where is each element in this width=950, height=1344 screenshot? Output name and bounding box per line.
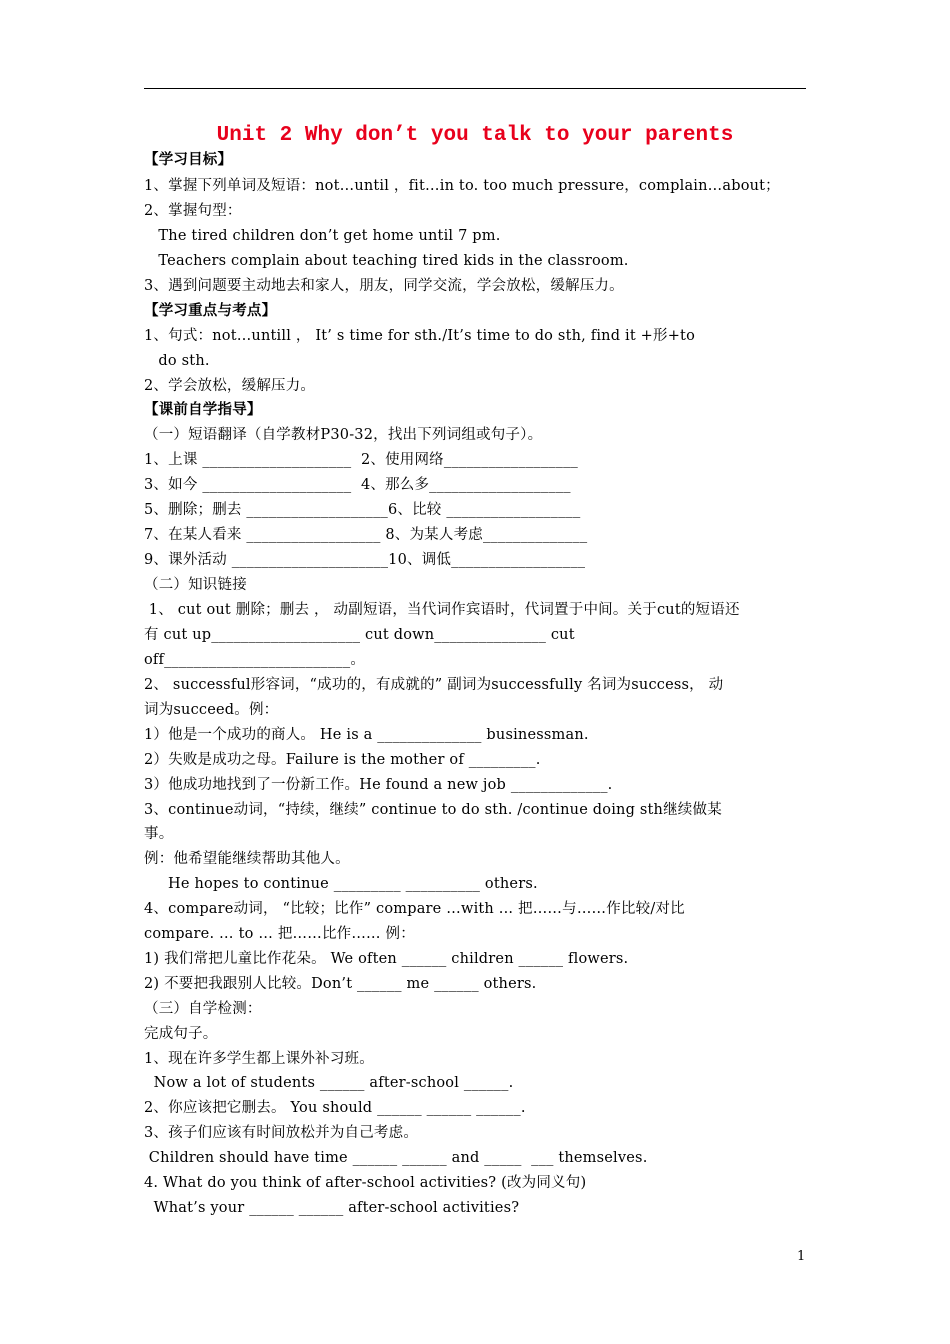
section-heading-selfstudy: 【课前自学指导】 xyxy=(144,401,262,418)
text-line: 2) 不要把我跟别人比较。Don’t ______ me ______ others. xyxy=(144,976,537,992)
text-line: （三）自学检测： xyxy=(144,1001,262,1017)
text-line: 1、 cut out 删除；删去 ， 动副短语，当代词作宾语时，代词置于中间。关于cut的短语还 xyxy=(144,602,740,618)
text-line: 词为succeed。例： xyxy=(144,702,279,718)
text-line: 2、学会放松，缓解压力。 xyxy=(144,378,316,394)
text-line: off_________________________。 xyxy=(144,652,366,668)
text-line: 事。 xyxy=(144,826,174,842)
section-heading-goals: 【学习目标】 xyxy=(144,151,233,168)
text-line: Now a lot of students ______ after-school ______. xyxy=(144,1075,514,1091)
text-line: （二）知识链接 xyxy=(144,577,247,593)
text-line: Children should have time ______ ______ and _____ ___ themselves. xyxy=(144,1150,648,1166)
text-line: 完成句子。 xyxy=(144,1026,218,1042)
exercise-line: 3、如今 ____________________ 4、那么多___________________ xyxy=(144,477,571,493)
text-line: 1) 我们常把儿童比作花朵。 We often ______ children ______ flowers. xyxy=(144,951,629,967)
section-heading-keypoints: 【学习重点与考点】 xyxy=(144,302,277,319)
text-line: 4、compare动词， “比较；比作” compare …with ... 把……与……作比较/对比 xyxy=(144,901,685,917)
text-line: 2、 successful形容词，“成功的，有成就的” 副词为successfully 名词为success， 动 xyxy=(144,677,724,693)
text-line: 2、掌握句型： xyxy=(144,203,242,219)
text-line: What’s your ______ ______ after-school activities? xyxy=(144,1200,520,1216)
text-line: （一）短语翻译（自学教材P30-32，找出下列词组或句子）。 xyxy=(144,427,543,443)
text-line: 2、你应该把它删去。 You should ______ ______ ______. xyxy=(144,1100,526,1116)
text-line: 3、孩子们应该有时间放松并为自己考虑。 xyxy=(144,1125,419,1141)
exercise-line: 9、课外活动 _____________________10、调低__________________ xyxy=(144,552,586,568)
exercise-line: 7、在某人看来 __________________ 8、为某人考虑______________ xyxy=(144,527,588,543)
text-line: He hopes to continue _________ __________ others. xyxy=(144,876,538,892)
text-line: do sth. xyxy=(144,353,210,369)
text-line: 1、句式：not…untill ， It’ s time for sth./It’s time to do sth, find it +形+to xyxy=(144,328,696,344)
text-line: 3、continue动词，“持续，继续” continue to do sth. /continue doing sth继续做某 xyxy=(144,802,722,818)
text-line: 有 cut up____________________ cut down_______________ cut xyxy=(144,627,575,643)
text-line: Teachers complain about teaching tired kids in the classroom. xyxy=(144,253,629,269)
exercise-line: 5、删除；删去 ___________________6、比较 __________________ xyxy=(144,502,581,518)
text-line: 2）失败是成功之母。Failure is the mother of _________. xyxy=(144,752,541,768)
exercise-line: 1、上课 ____________________ 2、使用网络__________________ xyxy=(144,452,578,468)
text-line: compare. … to … 把……比作…… 例： xyxy=(144,926,415,942)
text-line: 4. What do you think of after-school activities? (改为同义句) xyxy=(144,1175,587,1191)
page-number: 1 xyxy=(797,1249,806,1264)
text-line: 1、掌握下列单词及短语：not…until ，fit…in to. too much pressure，complain…about； xyxy=(144,178,780,194)
text-line: The tired children don’t get home until 7 pm. xyxy=(144,228,501,244)
header-rule xyxy=(144,88,806,89)
document-title: Unit 2 Why don’t you talk to your parents xyxy=(216,124,734,147)
text-line: 3）他成功地找到了一份新工作。He found a new job _____________. xyxy=(144,777,613,793)
text-line: 3、遇到问题要主动地去和家人，朋友，同学交流，学会放松，缓解压力。 xyxy=(144,278,624,294)
text-line: 1）他是一个成功的商人。 He is a ______________ businessman. xyxy=(144,727,589,743)
text-line: 1、现在许多学生都上课外补习班。 xyxy=(144,1051,374,1067)
text-line: 例：他希望能继续帮助其他人。 xyxy=(144,851,350,867)
